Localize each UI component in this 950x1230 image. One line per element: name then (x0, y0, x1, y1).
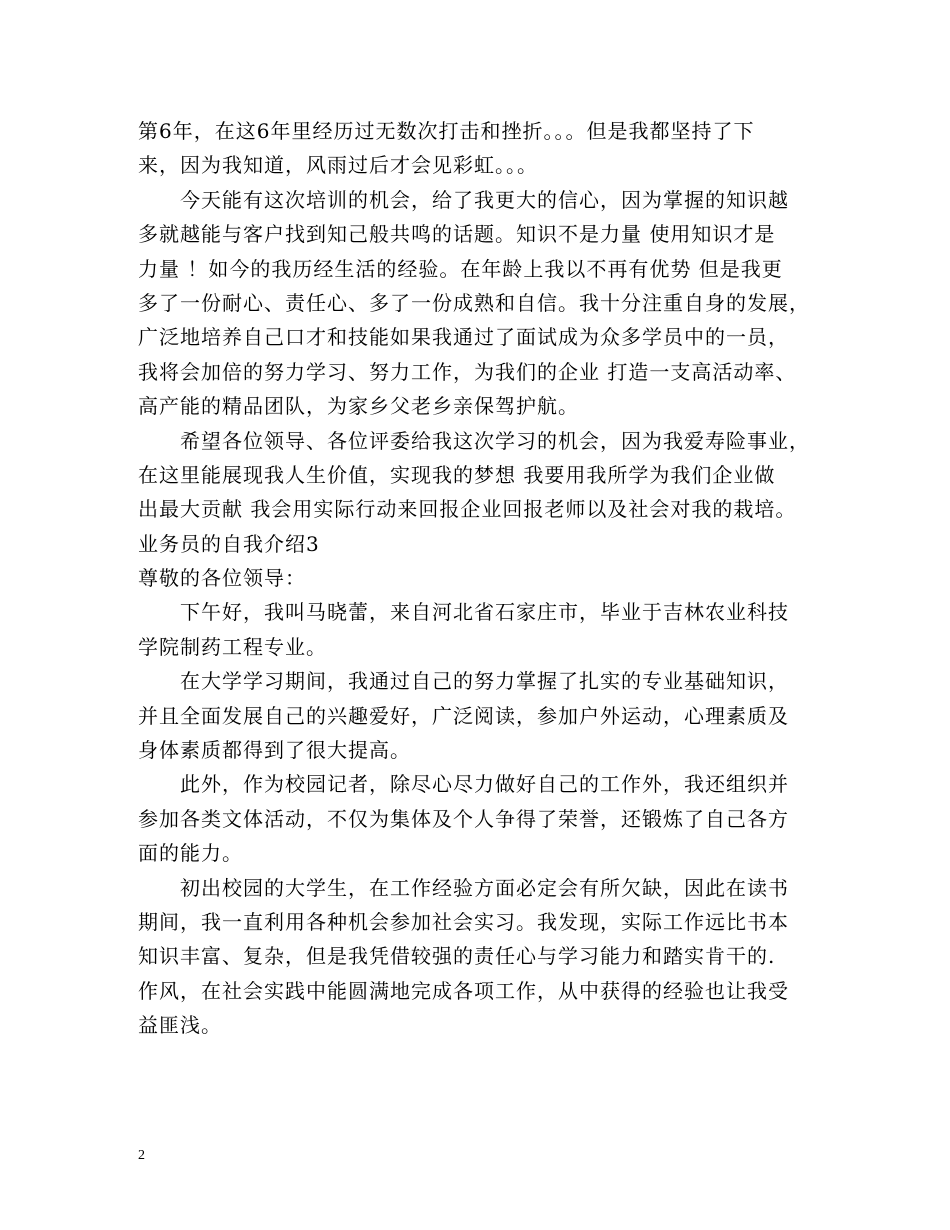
text-line: 来，因为我知道，风雨过后才会见彩虹。。。 (138, 153, 538, 178)
text-line: 身体素质都得到了很大提高。 (138, 738, 411, 763)
text-line: 期间，我一直利用各种机会参加社会实习。我发现，实际工作远比书本 (138, 909, 789, 934)
paragraph-start-line: 在大学学习期间，我通过自己的努力掌握了扎实的专业基础知识， (180, 669, 789, 694)
text-line: 面的能力。 (138, 841, 243, 866)
text-line: 参加各类文体活动，不仅为集体及个人争得了荣誉，还锻炼了自己各方 (138, 806, 789, 831)
text-line: 我将会加倍的努力学习、努力工作，为我们的企业 打造一支高活动率、 (138, 359, 797, 384)
salutation: 尊敬的各位领导： (138, 566, 306, 591)
document-body (138, 114, 828, 1043)
page-number: 2 (138, 1148, 145, 1163)
text-line: 多就越能与客户找到知己般共鸣的话题。知识不是力量 使用知识才是 (138, 222, 776, 247)
paragraph-start-line: 希望各位领导、各位评委给我这次学习的机会，因为我爱寿险事业， (180, 428, 810, 453)
paragraph-start-line: 此外，作为校园记者，除尽心尽力做好自己的工作外，我还组织并 (180, 772, 789, 797)
text-line: 力量 ！如今的我历经生活的经验。在年龄上我以不再有优势 但是我更 (138, 256, 783, 281)
text-line: 第6年，在这6年里经历过无数次打击和挫折。。。但是我都坚持了下 (138, 119, 755, 143)
text-line: 在这里能展现我人生价值，实现我的梦想 我要用我所学为我们企业做 (138, 462, 776, 487)
text-line: 益匪浅。 (138, 1013, 222, 1038)
paragraph-start-line: 初出校园的大学生，在工作经验方面必定会有所欠缺，因此在读书 (180, 875, 789, 900)
text-line: 学院制药工程专业。 (138, 634, 327, 659)
text-line: 高产能的精品团队，为家乡父老乡亲保驾护航。 (138, 394, 579, 419)
text-line: 知识丰富、复杂，但是我凭借较强的责任心与学习能力和踏实肯干的. (138, 944, 776, 969)
text-line: 出最大贡献 我会用实际行动来回报企业回报老师以及社会对我的栽培。 (138, 497, 797, 522)
text-line: 广泛地培养自己口才和技能如果我通过了面试成为众多学员中的一员， (138, 325, 789, 350)
text-line: 并且全面发展自己的兴趣爱好，广泛阅读，参加户外运动，心理素质及 (138, 703, 789, 728)
text-line: 作风，在社会实践中能圆满地完成各项工作，从中获得的经验也让我受 (138, 978, 789, 1003)
text-line: 多了一份耐心、责任心、多了一份成熟和自信。我十分注重自身的发展， (138, 290, 810, 315)
section-heading: 业务员的自我介绍3 (138, 531, 320, 556)
paragraph-start-line: 下午好，我叫马晓蕾，来自河北省石家庄市，毕业于吉林农业科技 (180, 600, 789, 625)
paragraph-start-line: 今天能有这次培训的机会，给了我更大的信心，因为掌握的知识越 (180, 187, 789, 212)
